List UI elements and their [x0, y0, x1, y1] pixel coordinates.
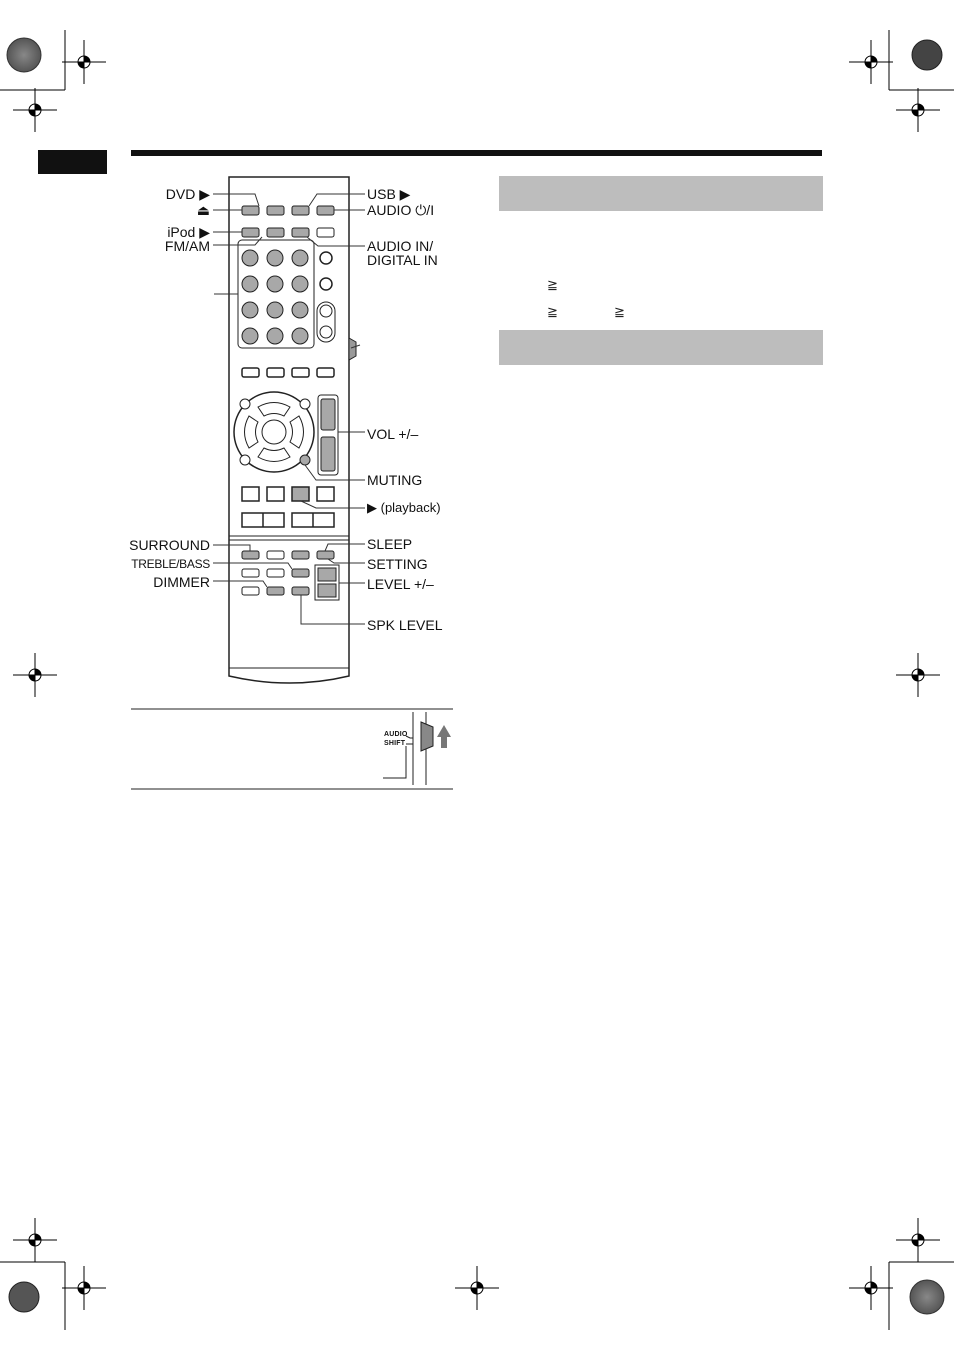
fm-am-label: FM/AM — [164, 238, 210, 254]
surround-label: SURROUND — [129, 537, 210, 553]
spk-level-label: SPK LEVEL — [367, 617, 443, 633]
dvd-label: DVD ▶ — [165, 186, 210, 202]
audio-in-label: AUDIO IN/ — [367, 238, 434, 254]
usb-label: USB ▶ — [367, 186, 411, 202]
ge-symbol: ≧ — [547, 304, 558, 319]
ge-symbol: ≧ — [614, 304, 625, 319]
playback-label: ▶ (playback) — [367, 500, 441, 515]
ge-symbol: ≧ — [547, 277, 558, 292]
eject-label: ⏏ — [196, 202, 210, 218]
audio-power-label: AUDIO ⏻/I — [367, 202, 435, 218]
level-label: LEVEL +/– — [367, 576, 434, 592]
vol-label: VOL +/– — [367, 426, 419, 442]
treble-bass-label: TREBLE/BASS — [131, 557, 210, 571]
ipod-label: iPod ▶ — [167, 224, 210, 240]
muting-label: MUTING — [367, 472, 423, 488]
audio-shift-label-shift: SHIFT — [384, 740, 406, 747]
setting-label: SETTING — [367, 556, 428, 572]
digital-in-label: DIGITAL IN — [367, 252, 438, 268]
dimmer-label: DIMMER — [153, 574, 210, 590]
sleep-label: SLEEP — [367, 536, 413, 552]
audio-shift-label-audio: AUDIO — [384, 731, 408, 738]
